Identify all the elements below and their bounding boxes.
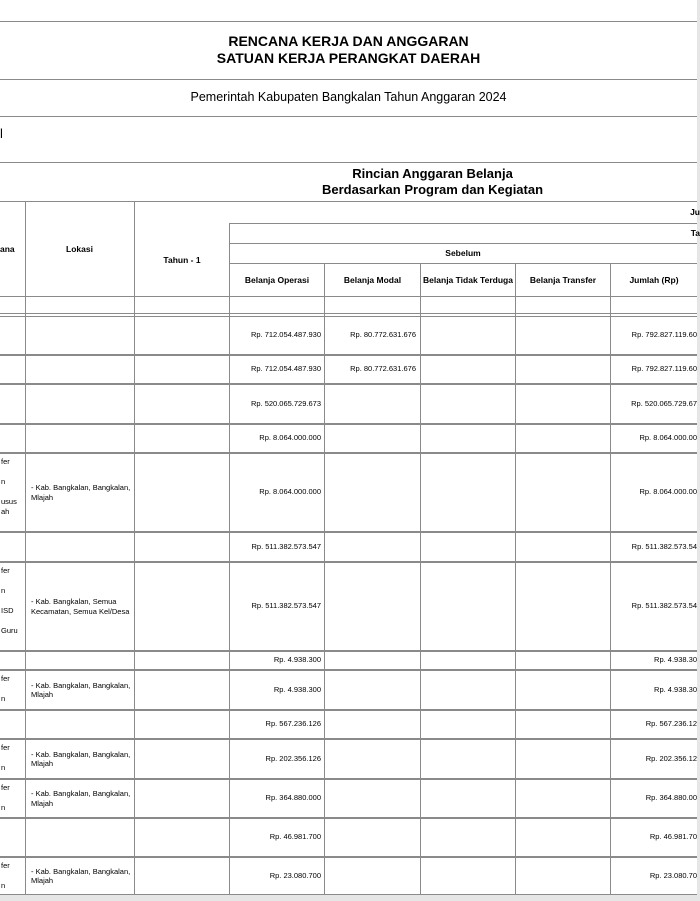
report-title-line2: SATUAN KERJA PERANGKAT DAERAH bbox=[216, 50, 481, 66]
cell-jumlah: Rp. 202.356.12 bbox=[645, 753, 697, 763]
header-lokasi: Lokasi bbox=[66, 243, 93, 254]
cell-belanja-operasi: Rp. 23.080.700 bbox=[269, 870, 321, 880]
cell-fragment: fer n bbox=[1, 861, 10, 890]
top-rule bbox=[0, 21, 697, 22]
column-rule bbox=[229, 223, 230, 263]
cell-fragment: fer n bbox=[1, 674, 10, 703]
column-rule bbox=[25, 201, 26, 894]
header-belanja-transfer: Belanja Transfer bbox=[529, 274, 597, 285]
rule bbox=[0, 313, 697, 314]
header-tahun-minus-1: Tahun - 1 bbox=[163, 254, 201, 265]
cell-belanja-operasi: Rp. 4.938.300 bbox=[273, 684, 321, 694]
header-sumber-dana: ana bbox=[0, 243, 15, 254]
row-top-rule bbox=[0, 779, 697, 780]
cell-jumlah: Rp. 567.236.12 bbox=[645, 719, 697, 728]
cell-belanja-operasi: Rp. 46.981.700 bbox=[269, 832, 321, 841]
row-top-rule bbox=[0, 857, 697, 858]
header-bottom-rule bbox=[0, 296, 697, 297]
row-top-rule bbox=[0, 384, 697, 385]
column-rule bbox=[324, 263, 325, 894]
cell-belanja-operasi: Rp. 511.382.573.547 bbox=[251, 601, 321, 610]
rule bbox=[0, 116, 697, 117]
section-title-line2: Berdasarkan Program dan Kegiatan bbox=[321, 182, 544, 197]
report-subtitle: Pemerintah Kabupaten Bangkalan Tahun Anggaran 2024 bbox=[190, 90, 507, 104]
column-rule bbox=[229, 263, 230, 894]
column-rule bbox=[515, 263, 516, 894]
cell-jumlah: Rp. 364.880.00 bbox=[645, 793, 697, 802]
cell-fragment: fer n ISD Guru bbox=[1, 566, 18, 635]
header-jumlah-fragment: Ju bbox=[690, 207, 700, 217]
cell-belanja-operasi: Rp. 520.065.729.673 bbox=[250, 398, 321, 408]
row-top-rule bbox=[0, 316, 697, 317]
cell-fragment: fer n usus ah bbox=[1, 457, 17, 516]
row-bottom-rule bbox=[0, 894, 697, 895]
cell-belanja-modal: Rp. 80.772.631.676 bbox=[350, 364, 416, 373]
cell-belanja-operasi: Rp. 202.356.126 bbox=[265, 753, 321, 763]
column-rule bbox=[134, 201, 135, 894]
cell-lokasi: - Kab. Bangkalan, Semua Kecamatan, Semua Kel/Desa bbox=[31, 597, 130, 616]
cell-belanja-operasi: Rp. 8.064.000.000 bbox=[259, 487, 321, 496]
row-top-rule bbox=[0, 818, 697, 819]
cell-belanja-modal: Rp. 80.772.631.676 bbox=[350, 330, 416, 339]
header-belanja-modal: Belanja Modal bbox=[343, 274, 402, 285]
header-belanja-operasi: Belanja Operasi bbox=[244, 274, 310, 285]
section-title: Rincian Anggaran Belanja bbox=[352, 166, 513, 181]
header-tahun-fragment: Ta bbox=[690, 228, 700, 238]
rule bbox=[0, 162, 697, 163]
cell-belanja-operasi: Rp. 567.236.126 bbox=[265, 719, 321, 728]
cell-jumlah: Rp. 23.080.70 bbox=[649, 870, 697, 880]
cell-lokasi: - Kab. Bangkalan, Bangkalan, Mlajah bbox=[31, 789, 131, 808]
header-belanja-tidak-terduga: Belanja Tidak Terduga bbox=[423, 274, 513, 285]
cell-lokasi: - Kab. Bangkalan, Bangkalan, Mlajah bbox=[31, 680, 131, 699]
rule bbox=[0, 79, 697, 80]
cell-jumlah: Rp. 520.065.729.67 bbox=[631, 398, 697, 408]
column-rule bbox=[134, 201, 135, 296]
cell-belanja-operasi: Rp. 4.938.300 bbox=[273, 655, 321, 664]
row-top-rule bbox=[0, 355, 697, 356]
cell-belanja-operasi: Rp. 712.054.487.930 bbox=[250, 364, 321, 373]
row-top-rule bbox=[0, 562, 697, 563]
header-rule bbox=[229, 223, 697, 224]
report-title: RENCANA KERJA DAN ANGGARAN bbox=[228, 33, 469, 49]
row-top-rule bbox=[0, 739, 697, 740]
cell-jumlah: Rp. 4.938.30 bbox=[654, 684, 697, 694]
row-top-rule bbox=[0, 651, 697, 652]
cell-jumlah: Rp. 8.064.000.00 bbox=[639, 433, 697, 442]
cell-jumlah: Rp. 792.827.119.60 bbox=[631, 330, 697, 339]
cell-belanja-operasi: Rp. 712.054.487.930 bbox=[250, 330, 321, 339]
cell-jumlah: Rp. 792.827.119.60 bbox=[631, 364, 697, 373]
cell-fragment: fer n bbox=[1, 743, 10, 772]
left-fragment: l bbox=[0, 126, 3, 141]
header-sebelum: Sebelum bbox=[445, 248, 481, 258]
row-top-rule bbox=[0, 532, 697, 533]
cell-belanja-operasi: Rp. 8.064.000.000 bbox=[259, 433, 321, 442]
cell-belanja-operasi: Rp. 511.382.573.547 bbox=[251, 541, 321, 551]
cell-lokasi: - Kab. Bangkalan, Bangkalan, Mlajah bbox=[31, 866, 131, 885]
cell-jumlah: Rp. 4.938.30 bbox=[654, 655, 697, 664]
cell-jumlah: Rp. 511.382.573.54 bbox=[631, 601, 697, 610]
header-jumlah-rp: Jumlah (Rp) bbox=[629, 274, 679, 285]
row-top-rule bbox=[0, 670, 697, 671]
cell-jumlah: Rp. 46.981.70 bbox=[649, 832, 697, 841]
cell-jumlah: Rp. 511.382.573.54 bbox=[631, 541, 697, 551]
row-top-rule bbox=[0, 453, 697, 454]
cell-belanja-operasi: Rp. 364.880.000 bbox=[265, 793, 321, 802]
cell-lokasi: - Kab. Bangkalan, Bangkalan, Mlajah bbox=[31, 483, 131, 502]
row-top-rule bbox=[0, 710, 697, 711]
cell-lokasi: - Kab. Bangkalan, Bangkalan, Mlajah bbox=[31, 749, 131, 768]
column-rule bbox=[420, 263, 421, 894]
cell-fragment: fer n bbox=[1, 783, 10, 812]
column-rule bbox=[610, 263, 611, 894]
row-top-rule bbox=[0, 424, 697, 425]
cell-jumlah: Rp. 8.064.000.00 bbox=[639, 487, 697, 496]
